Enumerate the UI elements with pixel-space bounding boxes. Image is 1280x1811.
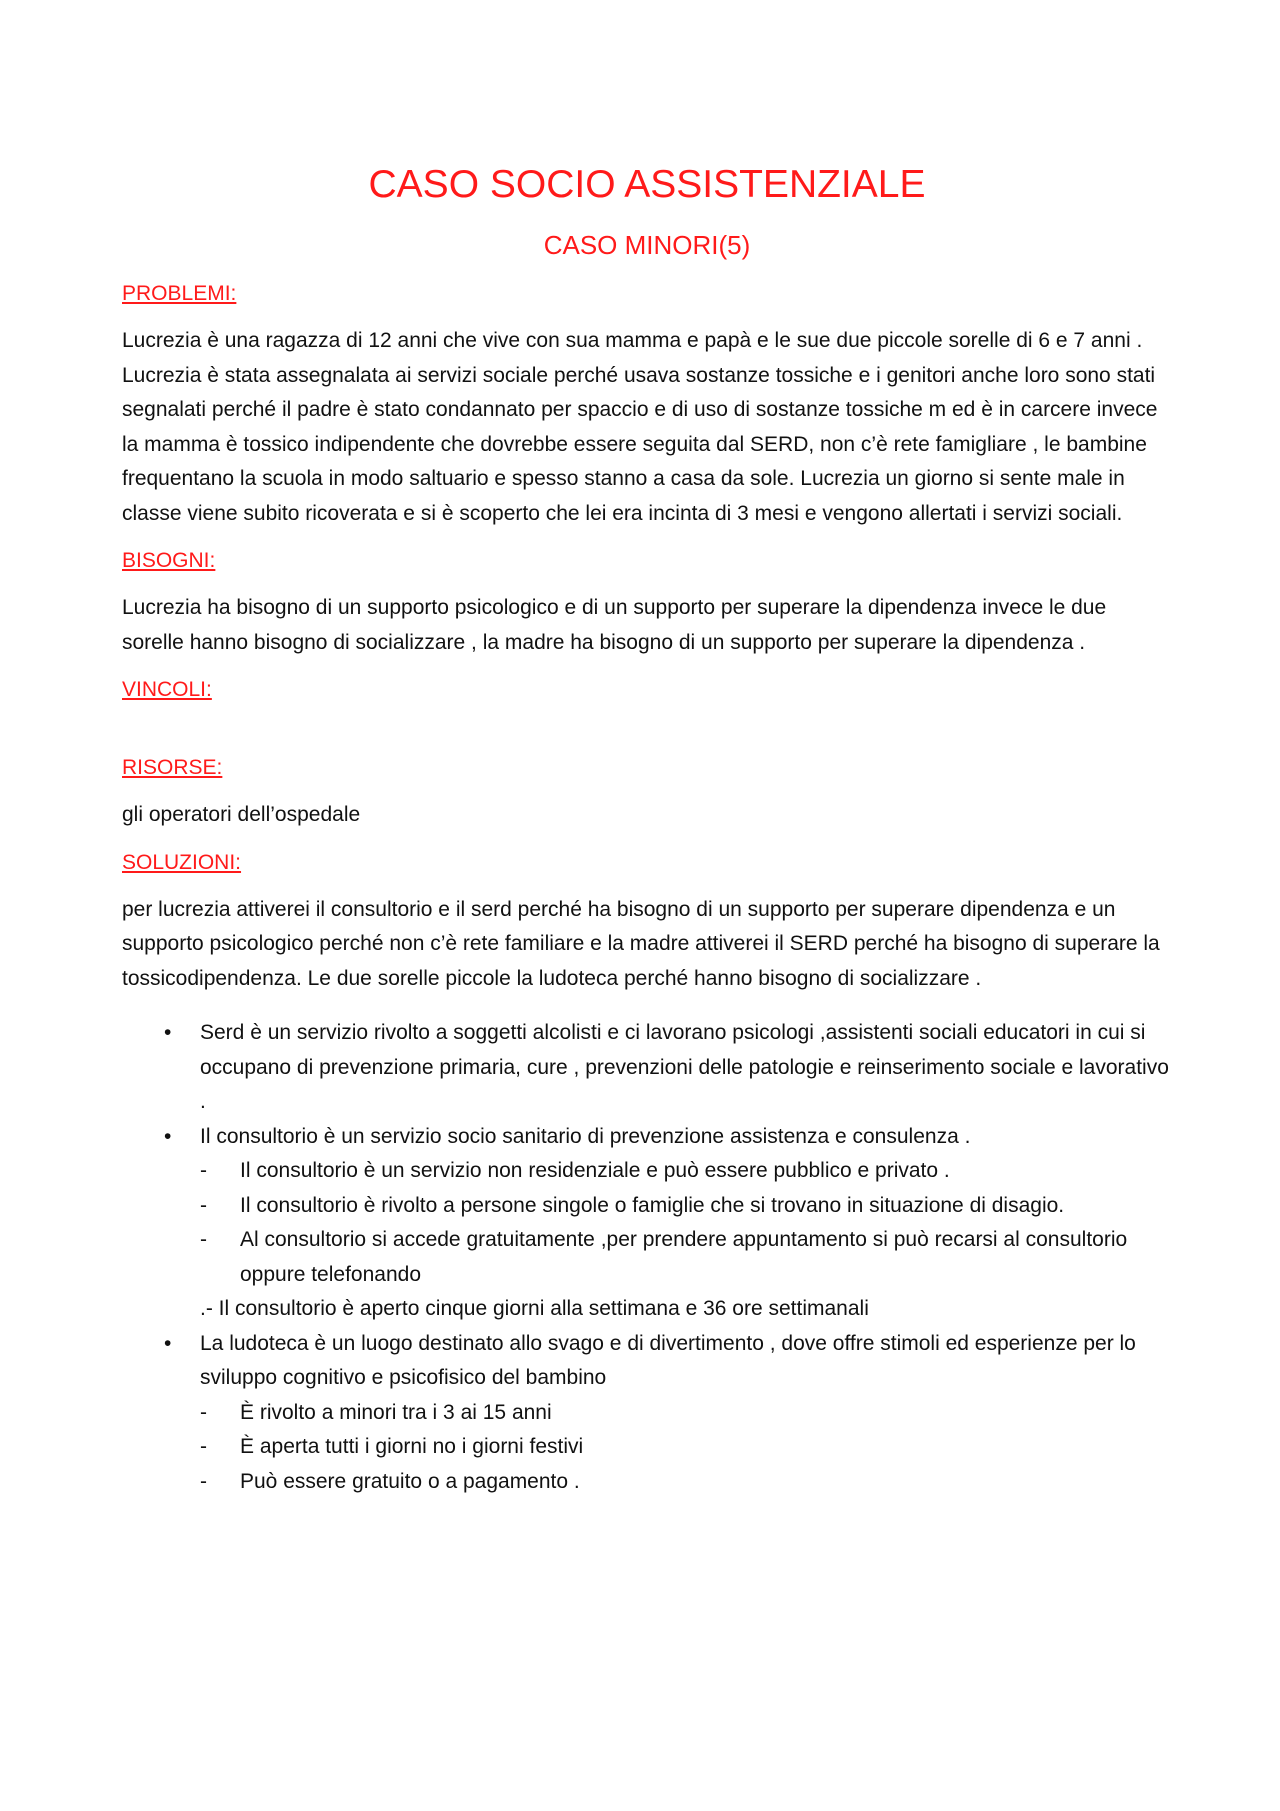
opening-hours-note: .- Il consultorio è aperto cinque giorni alla settimana e 36 ore settimanali (200, 1297, 869, 1320)
paragraph-bisogni: Lucrezia ha bisogno di un supporto psicologico e di un supporto per superare la dipendenza invece le due sorelle hanno bisogno di socializzare , la madre ha bisogno di un supporto per superare la dipendenza . (122, 596, 1107, 654)
sub-list-item (200, 1189, 1172, 1224)
dash-icon: - (200, 1469, 207, 1493)
sub-list-item (200, 1396, 1172, 1431)
sub-list-item-text: Il consultorio è rivolto a persone singole o famiglie che si trovano in situazione di disagio. (240, 1193, 1065, 1217)
heading-problemi: PROBLEMI: (122, 282, 237, 305)
heading-bisogni: BISOGNI: (122, 549, 216, 572)
list-item-text: Serd è un servizio rivolto a soggetti alcolisti e ci lavorano psicologi ,assistenti sociali educatori in cui si occupano di prevenzione primaria, cure , prevenzioni delle patologie e reinserimento sociale e lavorativo . (200, 1021, 1169, 1113)
sub-list-item-text: Al consultorio si accede gratuitamente ,per prendere appuntamento si può recarsi al consultorio oppure telefonando (240, 1228, 1128, 1286)
list-item-serd (122, 1016, 1172, 1120)
heading-soluzioni: SOLUZIONI: (122, 850, 242, 874)
sub-list-item (200, 1154, 1172, 1189)
bullet-icon: • (164, 1331, 172, 1355)
sub-list (200, 1154, 1172, 1292)
list-item-ludoteca (122, 1327, 1172, 1500)
document-title: CASO SOCIO ASSISTENZIALE (368, 163, 926, 206)
dash-icon: - (200, 1228, 207, 1251)
empty-line (122, 720, 1172, 754)
paragraph-risorse: gli operatori dell’ospedale (122, 803, 361, 826)
heading-vincoli: VINCOLI: (122, 678, 212, 701)
sub-list-item (200, 1223, 1172, 1292)
sub-list-item-text: È rivolto a minori tra i 3 ai 15 anni (240, 1400, 552, 1424)
sub-list-item-text: Il consultorio è un servizio non residenziale e può essere pubblico e privato . (240, 1159, 950, 1182)
sub-list (200, 1396, 1172, 1500)
paragraph-soluzioni: per lucrezia attiverei il consultorio e il serd perché ha bisogno di un supporto per superare dipendenza e un supporto psicologico perché non c’è rete familiare e la madre attiverei il SERD perché ha bisogno di superare la tossicodipendenza. Le due sorelle piccole la ludoteca perché hanno bisogno di socializzare . (122, 897, 1160, 990)
document-subtitle: CASO MINORI(5) (543, 230, 751, 260)
dash-icon: - (200, 1193, 207, 1217)
dash-icon: - (200, 1159, 207, 1182)
document-body (122, 160, 1172, 1499)
services-list (122, 1016, 1172, 1499)
list-item-consultorio (122, 1120, 1172, 1327)
sub-list-item-text: È aperta tutti i giorni no i giorni festivi (240, 1435, 584, 1458)
bullet-icon: • (164, 1124, 172, 1148)
sub-list-item (200, 1430, 1172, 1465)
heading-risorse: RISORSE: (122, 756, 223, 779)
paragraph-problemi: Lucrezia è una ragazza di 12 anni che vive con sua mamma e papà e le sue due piccole sorelle di 6 e 7 anni . Lucrezia è stata assegnalata ai servizi sociale perché usava sostanze tossiche e i genitori anche loro sono stati segnalati perché il padre è stato condannato per spaccio e di uso di sostanze tossiche m ed è in carcere invece la mamma è tossico indipendente che dovrebbe essere seguita dal SERD, non c’è rete famigliare , le bambine frequentano la scuola in modo saltuario e spesso stanno a casa da sole. Lucrezia un giorno si sente male in classe viene subito ricoverata e si è scoperto che lei era incinta di 3 mesi e vengono allertati i servizi sociali. (122, 329, 1158, 525)
dash-icon: - (200, 1400, 207, 1424)
bullet-icon: • (164, 1021, 172, 1044)
dash-icon: - (200, 1435, 207, 1458)
sub-list-item-text: Può essere gratuito o a pagamento . (240, 1469, 580, 1493)
list-item-text: La ludoteca è un luogo destinato allo svago e di divertimento , dove offre stimoli ed esperienze per lo sviluppo cognitivo e psicofisico del bambino (200, 1331, 1136, 1389)
sub-list-item (200, 1465, 1172, 1500)
list-item-text: Il consultorio è un servizio socio sanitario di prevenzione assistenza e consulenza . (200, 1124, 971, 1148)
